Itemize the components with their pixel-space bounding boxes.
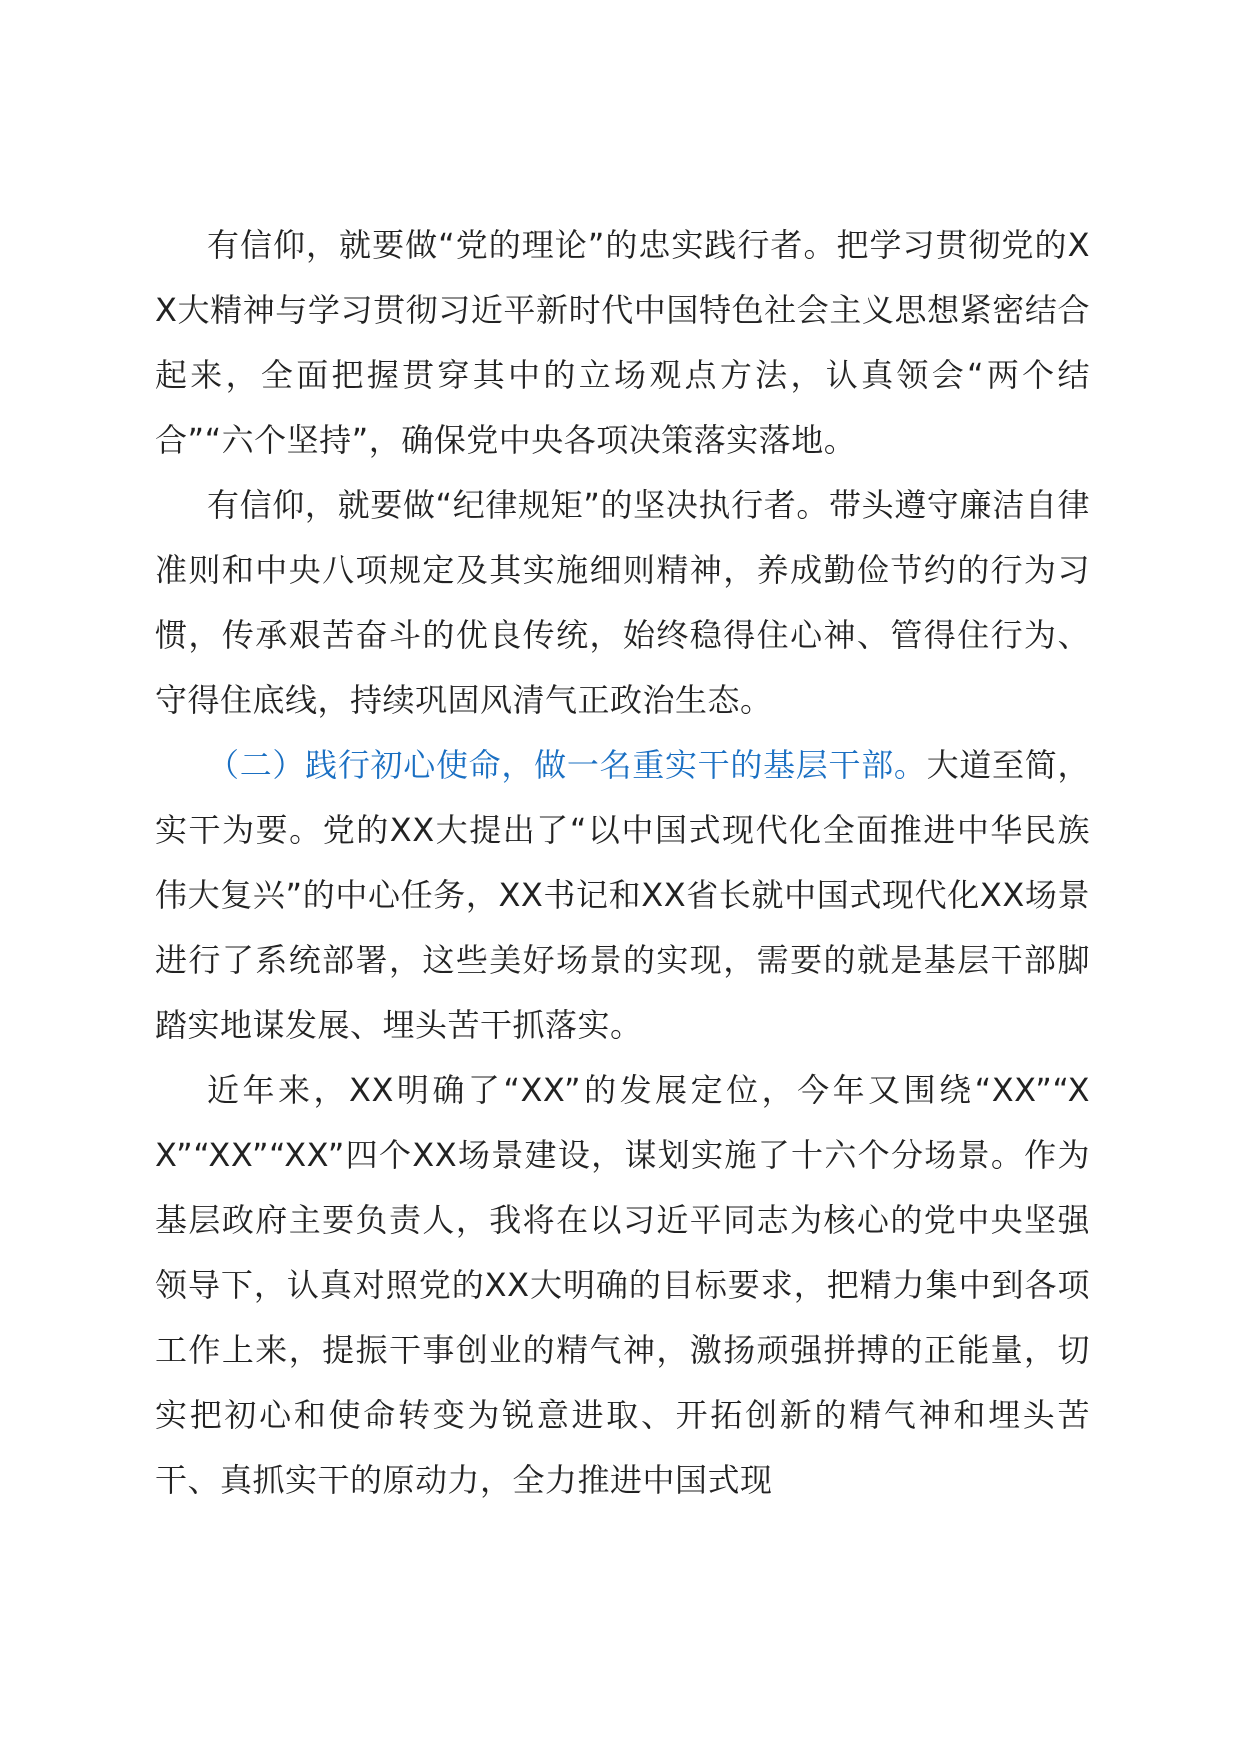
paragraph-text: 近年来，XX明确了“XX”的发展定位，今年又围绕“XX”“XX”“XX”“XX”四个XX场景建设，谋划实施了十六个分场景。作为基层政府主要负责人，我将在以习近平同志为核心的党中央坚强领导下，认真对照党的XX大明确的目标要求，把精力集中到各项工作上来，提振干事创业的精气神，激扬顽强拼搏的正能量，切实把初心和使命转变为锐意进取、开拓创新的精气神和埋头苦干、真抓实干的原动力，全力推进中国式现 [155,1071,1090,1499]
paragraph-faith-discipline [155,473,1090,733]
paragraph-text: 有信仰，就要做“纪律规矩”的坚决执行者。带头遵守廉洁自律准则和中央八项规定及其实施细则精神，养成勤俭节约的行为习惯，传承艰苦奋斗的优良传统，始终稳得住心神、管得住行为、守得住底线，持续巩固风清气正政治生态。 [155,486,1090,719]
paragraph-text: 有信仰，就要做“党的理论”的忠实践行者。把学习贯彻党的XX大精神与学习贯彻习近平新时代中国特色社会主义思想紧密结合起来，全面把握贯穿其中的立场观点方法，认真领会“两个结合”“六个坚持”，确保党中央各项决策落实落地。 [155,226,1090,459]
paragraph-recent-years [155,1058,1090,1513]
section-heading: （二）践行初心使命，做一名重实干的基层干部。 [207,746,927,784]
paragraph-section-two [155,733,1090,1058]
paragraph-text: 大道至简，实干为要。党的XX大提出了“以中国式现代化全面推进中华民族伟大复兴”的中心任务，XX书记和XX省长就中国式现代化XX场景进行了系统部署，这些美好场景的实现，需要的就是基层干部脚踏实地谋发展、埋头苦干抓落实。 [155,746,1090,1044]
paragraph-faith-theory [155,213,1090,473]
document-body [155,213,1090,1513]
